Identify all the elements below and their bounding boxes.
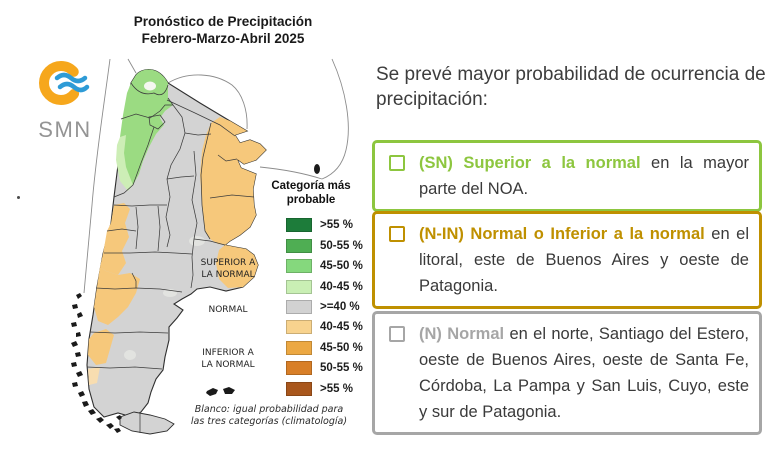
legend-row-label: >55 % xyxy=(320,382,353,395)
legend-swatch xyxy=(286,361,312,375)
legend-swatch xyxy=(286,382,312,396)
region-jujuy-white-patch xyxy=(144,82,156,91)
legend-footnote-line1: Blanco: igual probabilidad para xyxy=(194,404,344,415)
callout-normal xyxy=(372,311,762,435)
legend-row xyxy=(286,338,363,358)
callout-tag: (N-IN) Normal o Inferior a la normal xyxy=(419,225,705,243)
callout-normal-inferior xyxy=(372,211,762,309)
bolivia-border-line xyxy=(128,59,136,73)
legend-swatch xyxy=(286,239,312,253)
legend-row xyxy=(286,256,363,276)
legend-swatch xyxy=(286,259,312,273)
legend-row-label: 50-55 % xyxy=(320,239,363,252)
legend-footnote xyxy=(184,404,354,428)
legend-category-inferior-line2: LA NORMAL xyxy=(201,359,255,370)
malvinas-islands xyxy=(206,387,235,396)
coastal-lagoon-mark xyxy=(314,164,320,174)
callout-tag: (N) Normal xyxy=(419,325,505,343)
page-title-line2: Febrero-Marzo-Abril 2025 xyxy=(141,31,305,46)
page-title-line1: Pronóstico de Precipitación xyxy=(133,14,313,29)
callout-rest: en el norte, Santiago del Estero, oeste de Buenos Aires, oeste de Santa Fe, Córdoba, La Pampa y San Luis, Cuyo, este y sur de Patagonia. xyxy=(419,325,749,421)
legend-row xyxy=(286,379,363,399)
callout-rest: en la mayor parte del NOA. xyxy=(419,154,749,198)
legend-row xyxy=(286,235,363,255)
legend-category-normal xyxy=(195,305,261,317)
legend-row-label: 45-50 % xyxy=(320,341,363,354)
legend-title xyxy=(256,180,366,207)
brazil-coast-line xyxy=(322,59,348,179)
legend-category-inferior-line1: INFERIOR A xyxy=(202,348,254,358)
legend-title-line2: probable xyxy=(286,193,336,206)
stray-mark xyxy=(17,196,20,199)
legend-row xyxy=(286,276,363,296)
legend-category-normal-label: NORMAL xyxy=(208,305,248,315)
legend-row-label: >55 % xyxy=(320,219,353,232)
legend-row-label: >=40 % xyxy=(320,300,360,313)
legend-row xyxy=(286,297,363,317)
legend-category-superior xyxy=(195,258,261,281)
rio-de-la-plata-shore-line xyxy=(260,167,322,179)
tierra-del-fuego-island xyxy=(120,412,174,434)
legend-row-label: 40-45 % xyxy=(320,321,363,334)
legend-swatch xyxy=(286,320,312,334)
legend-swatch xyxy=(286,341,312,355)
legend-swatch xyxy=(286,300,312,314)
legend-category-inferior xyxy=(195,348,261,371)
legend-scale xyxy=(286,215,363,399)
legend-category-superior-line2: LA NORMAL xyxy=(201,269,255,280)
legend-row-label: 45-50 % xyxy=(320,260,363,273)
legend-swatch xyxy=(286,218,312,232)
legend-row xyxy=(286,317,363,337)
callout-text xyxy=(419,321,749,425)
checkbox-icon xyxy=(389,326,405,342)
legend-row xyxy=(286,215,363,235)
callout-superior-normal xyxy=(372,140,762,212)
checkbox-icon xyxy=(389,155,405,171)
legend-swatch xyxy=(286,280,312,294)
smn-logo-text: SMN xyxy=(38,117,92,142)
legend-row xyxy=(286,358,363,378)
legend-row-label: 50-55 % xyxy=(320,362,363,375)
checkbox-icon xyxy=(389,226,405,242)
panel-heading: Se prevé mayor probabilidad de ocurrencia de precipitación: xyxy=(376,64,766,110)
callout-text xyxy=(419,150,749,202)
page-title xyxy=(86,13,360,47)
legend-row-label: 40-45 % xyxy=(320,280,363,293)
legend-category-superior-line1: SUPERIOR A xyxy=(200,258,256,268)
callout-tag: (SN) Superior a la normal xyxy=(419,154,641,172)
callout-text xyxy=(419,221,749,299)
legend-title-line1: Categoría más xyxy=(271,180,351,192)
callout-rest: en el litoral, este de Buenos Aires y oeste de Patagonia. xyxy=(419,225,749,295)
legend-footnote-line2: las tres categorías (climatología) xyxy=(190,416,348,427)
